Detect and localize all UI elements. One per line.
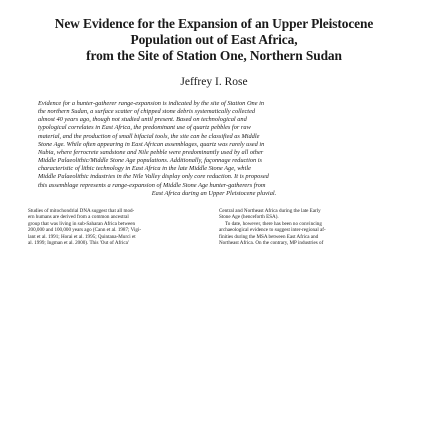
body-line: 200,000 and 100,000 years ago (Cann et al. 1987; Vigi-	[28, 227, 142, 234]
body-line: lant et al. 1991; Horai et al. 1995; Quintana-Murci et	[28, 233, 136, 240]
abstract-line: Stone Age. While often appearing in East African assemblages, quartz was rarely used in	[38, 140, 265, 148]
author-name: Jeffrey I. Rose	[180, 76, 248, 88]
body-line: Central and Northeast Africa during the late Early	[219, 207, 321, 214]
abstract	[38, 100, 390, 198]
abstract-line: typological correlates in East Africa, the predominant use of quartz pebbles for raw	[38, 124, 251, 132]
title-line: New Evidence for the Expansion of an Upper Pleistocene	[54, 16, 374, 31]
paper-title	[34, 16, 394, 64]
abstract-line: Evidence for a hunter-gatherer range-expansion is indicated by the site of Station One in	[38, 100, 265, 107]
body-line: finities during the MSA between East Africa and	[219, 233, 319, 240]
abstract-line: almost 40 years ago, though not studied until present. Based on technological and	[38, 116, 247, 124]
body-column-right	[219, 208, 400, 247]
body-line: Northeast Africa. On the contrary, MP industries of	[219, 240, 324, 247]
abstract-line: this assemblage represents a range-expansion of Middle Stone Age hunter-gatherers from	[38, 181, 266, 189]
body-column-left	[28, 208, 209, 247]
body-line: group that was living in sub-Saharan Africa between	[28, 220, 136, 227]
body-line: ern humans are derived from a common ancestral	[28, 214, 129, 221]
body-line: al. 1999; Ingman et al. 2000). This 'Out of Africa'	[28, 240, 129, 247]
title-line: from the Site of Station One, Northern Sudan	[86, 48, 342, 63]
abstract-line: Nubia, where ferrocrete sandstone and Nile pebble were predominantly used by all other	[38, 148, 264, 156]
abstract-line: characteristic of lithic technology in East Africa in the late Middle Stone Age, while	[38, 165, 251, 173]
body-line: archaeological evidence to suggest inter-regional af-	[219, 227, 326, 234]
title-line: Population out of East Africa,	[130, 32, 298, 47]
abstract-line: the northern Sudan, a surface scatter of chipped stone debris systematically collected	[38, 108, 256, 116]
abstract-line: East Africa during an Upper Pleistocene pluvial.	[151, 189, 277, 197]
body-line: To date, however, there has been no convincing	[225, 220, 322, 227]
abstract-line: Middle Palaeolithic industries in the Nile Valley display only core reduction. It is proposed	[38, 173, 269, 181]
abstract-line: material, and the production of small bifacial tools, the site can be classified as Middle	[38, 132, 260, 140]
body-line: Studies of mitochondrial DNA suggest that all mod-	[28, 207, 135, 214]
body-line: Stone Age (henceforth ESA).	[219, 214, 279, 221]
body-columns	[28, 208, 400, 247]
abstract-line: Middle Palaeolithic/Middle Stone Age populations. Additionally, façonnage reduction is	[38, 157, 262, 165]
